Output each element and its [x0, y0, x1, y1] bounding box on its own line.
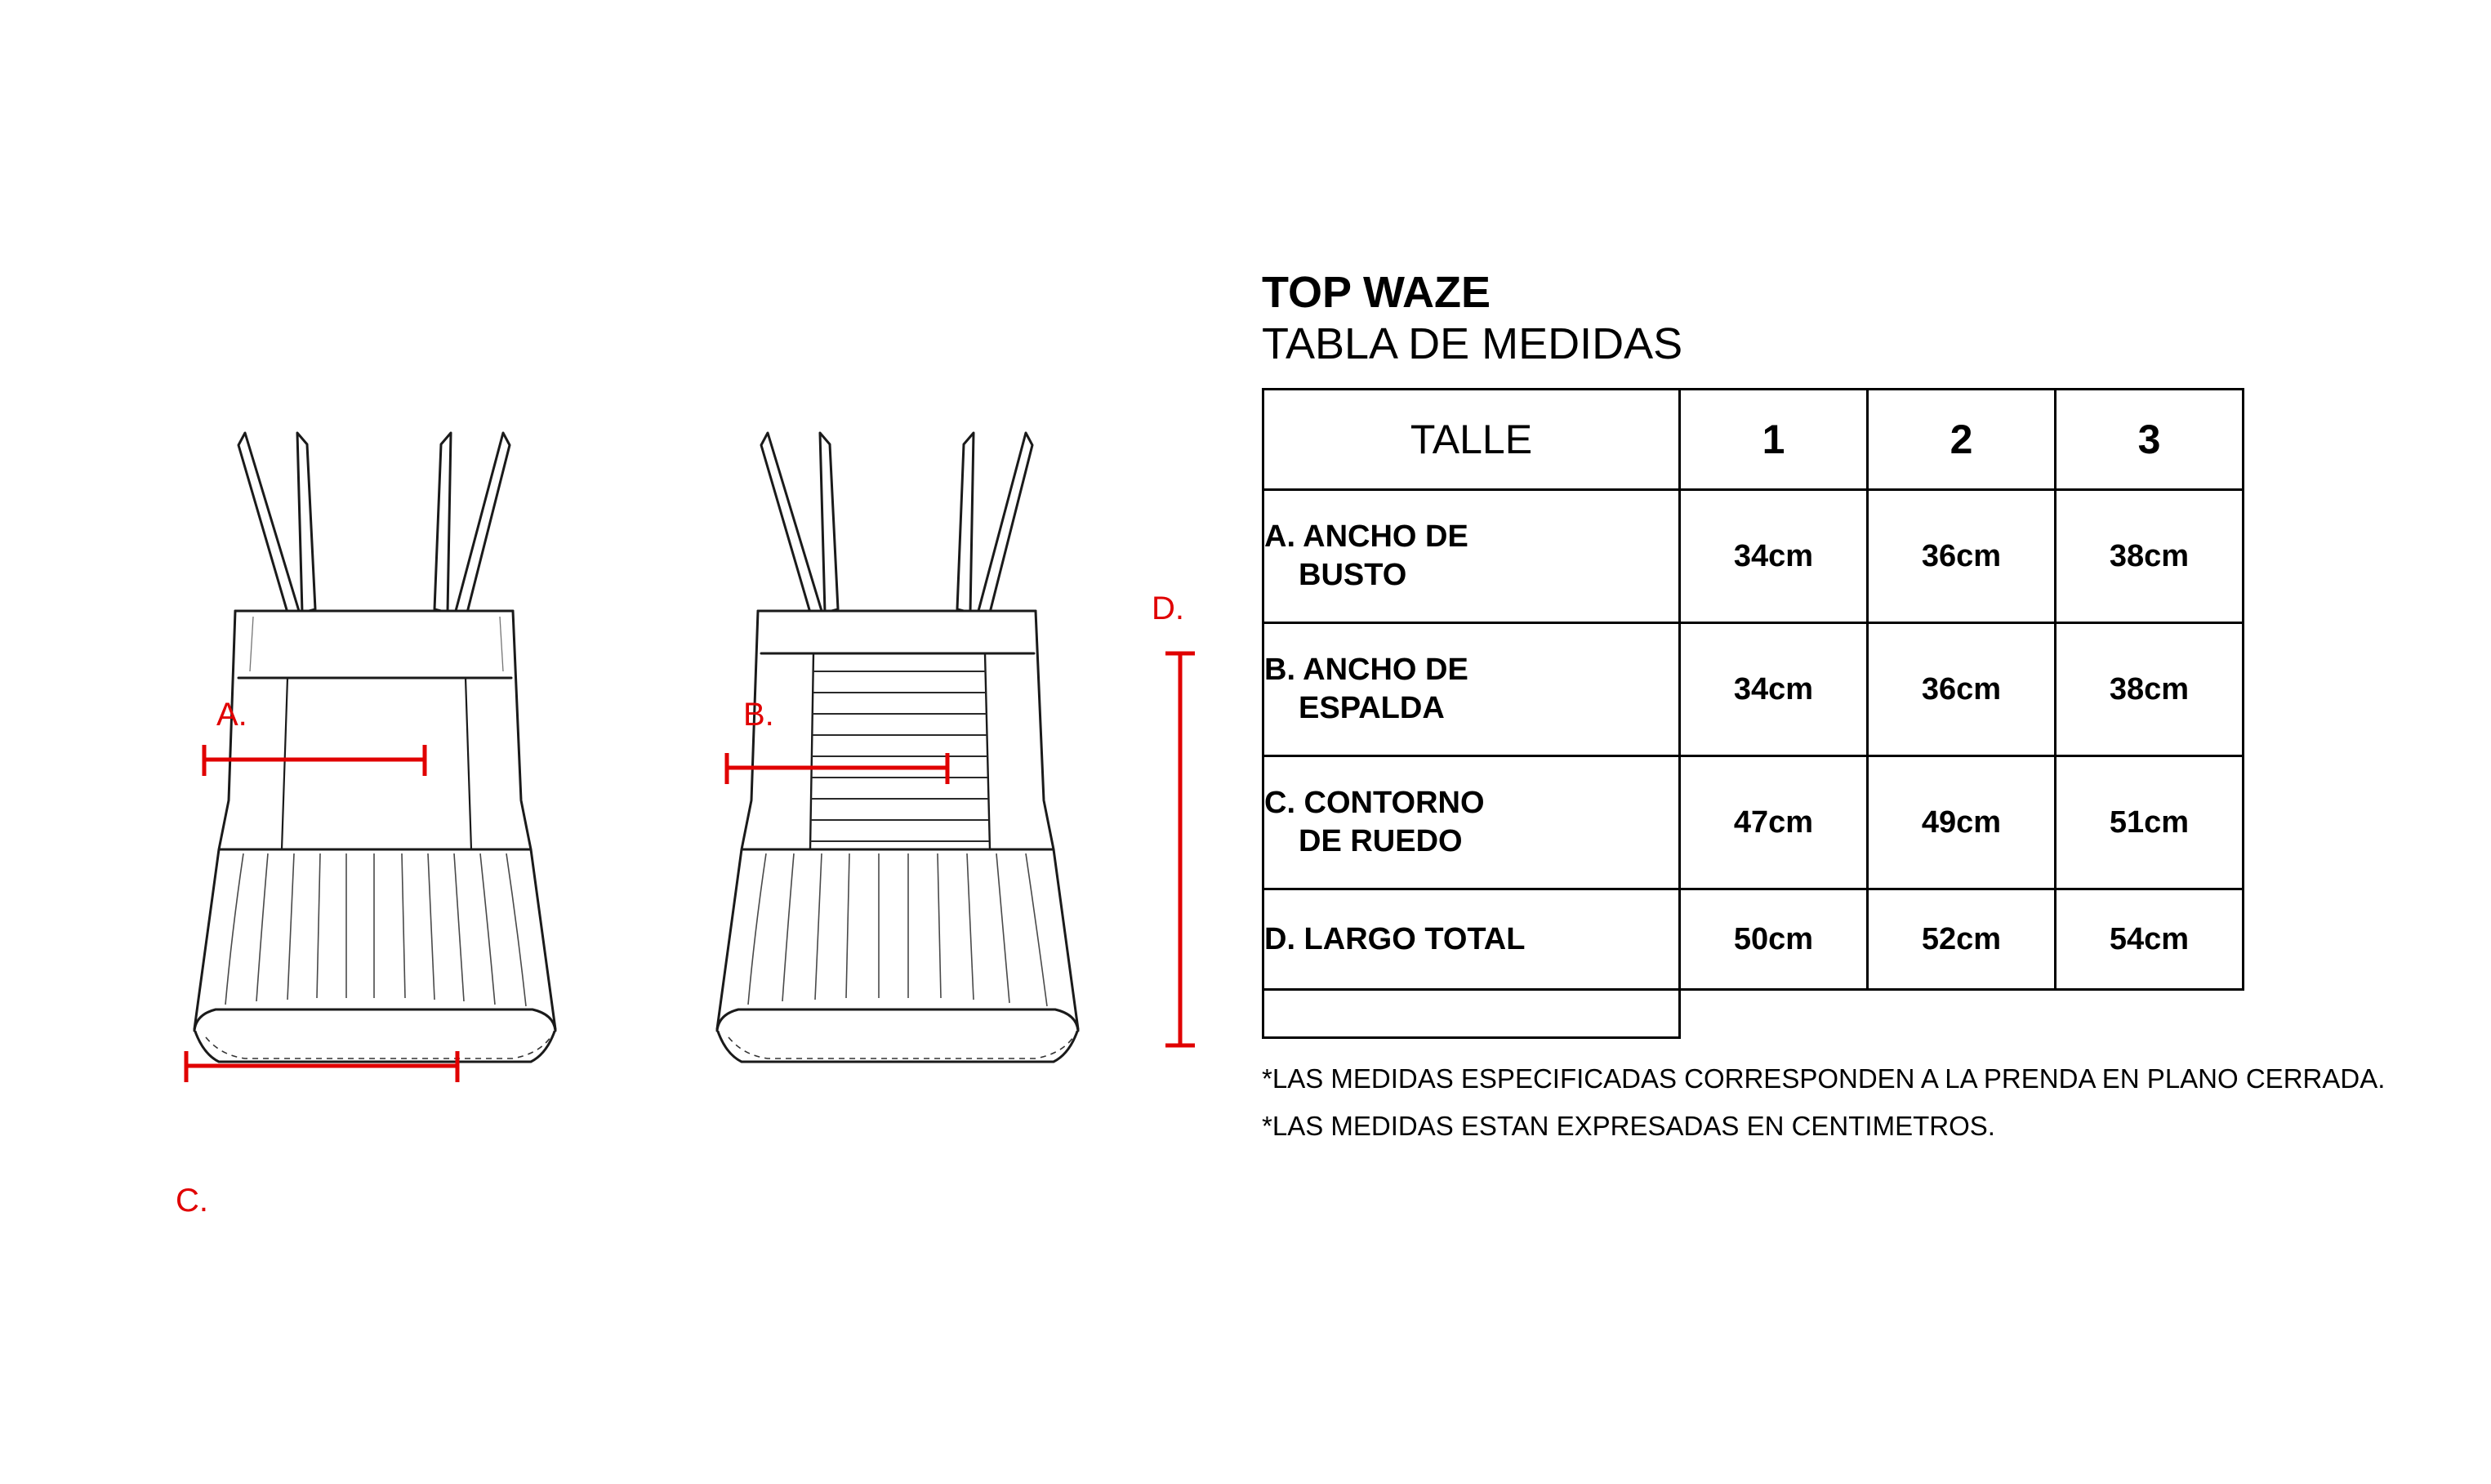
row-label-a-line2: BUSTO	[1299, 558, 1407, 593]
row-label-c	[1263, 756, 1680, 889]
row-c-size-2: 49cm	[1868, 756, 2056, 889]
dimension-label-c: C.	[176, 1183, 208, 1219]
page-subtitle: TABLA DE MEDIDAS	[1262, 319, 1683, 368]
row-d-size-3: 54cm	[2056, 889, 2244, 990]
row-label-c-line2: DE RUEDO	[1299, 824, 1463, 859]
table-spacer-row	[1263, 990, 2244, 1038]
table-header-size-1: 1	[1680, 390, 1868, 490]
dimension-label-a: A.	[216, 697, 247, 733]
page-title: TOP WAZE	[1262, 268, 1491, 317]
row-a-size-2: 36cm	[1868, 490, 2056, 623]
row-label-b-line1: B. ANCHO DE	[1264, 652, 1468, 687]
table-spacer-cell	[1680, 990, 1868, 1038]
table-row	[1263, 490, 2244, 623]
row-d-size-1: 50cm	[1680, 889, 1868, 990]
table-row	[1263, 756, 2244, 889]
row-c-size-1: 47cm	[1680, 756, 1868, 889]
garment-back-illustration	[670, 408, 1176, 1143]
dimension-label-b: B.	[743, 697, 774, 733]
table-header-size-3: 3	[2056, 390, 2244, 490]
row-label-b-line2: ESPALDA	[1299, 691, 1445, 726]
garment-front-illustration	[147, 408, 653, 1143]
row-label-a-line1: A. ANCHO DE	[1264, 519, 1468, 554]
table-header-row	[1263, 390, 2244, 490]
table-header-talle: TALLE	[1263, 390, 1680, 490]
table-spacer-cell	[1263, 990, 1680, 1038]
table-row	[1263, 889, 2244, 990]
note-2: *LAS MEDIDAS ESTAN EXPRESADAS EN CENTIMETROS.	[1262, 1111, 1995, 1142]
measurements-panel	[1262, 270, 2405, 1150]
table-row	[1263, 623, 2244, 756]
row-b-size-2: 36cm	[1868, 623, 2056, 756]
row-label-d: D. LARGO TOTAL	[1263, 889, 1680, 990]
dimension-label-d: D.	[1152, 590, 1184, 626]
row-a-size-3: 38cm	[2056, 490, 2244, 623]
row-d-size-2: 52cm	[1868, 889, 2056, 990]
notes-block	[1262, 1055, 2422, 1150]
size-table	[1262, 388, 2244, 1039]
garment-illustrations	[98, 408, 1266, 1274]
row-label-b	[1263, 623, 1680, 756]
row-c-size-3: 51cm	[2056, 756, 2244, 889]
row-label-c-line1: C. CONTORNO	[1264, 785, 1485, 820]
note-1: *LAS MEDIDAS ESPECIFICADAS CORRESPONDEN A LA PRENDA EN PLANO CERRADA.	[1262, 1063, 2386, 1094]
row-label-a	[1263, 490, 1680, 623]
table-spacer-cell	[2056, 990, 2244, 1038]
table-spacer-cell	[1868, 990, 2056, 1038]
row-b-size-3: 38cm	[2056, 623, 2244, 756]
table-header-size-2: 2	[1868, 390, 2056, 490]
row-a-size-1: 34cm	[1680, 490, 1868, 623]
row-b-size-1: 34cm	[1680, 623, 1868, 756]
